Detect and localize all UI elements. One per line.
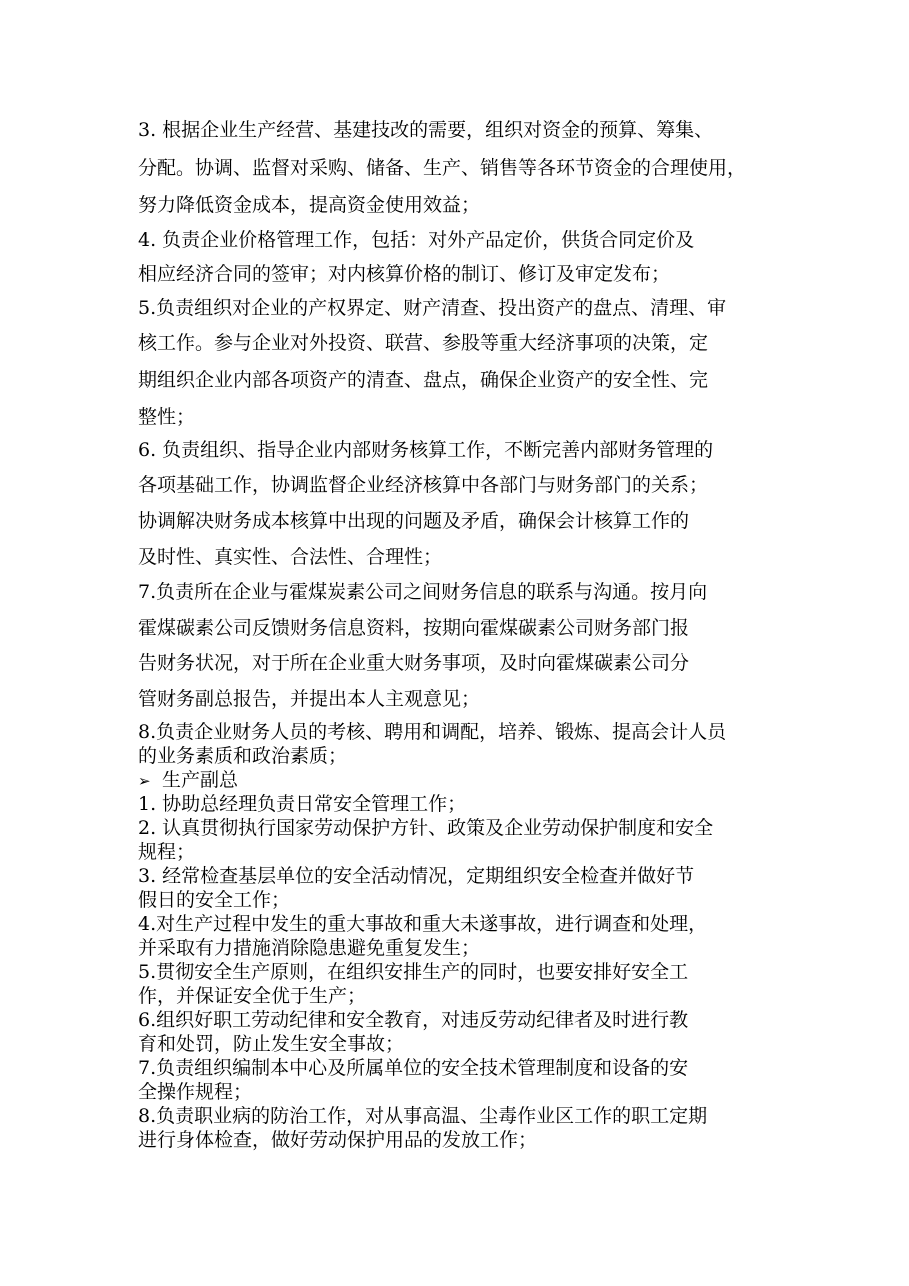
- text-line: 管财务副总报告，并提出本人主观意见；: [138, 688, 481, 710]
- text-line: 的业务素质和政治素质；: [138, 745, 348, 767]
- text-line: 7.负责组织编制本中心及所属单位的安全技术管理制度和设备的安: [138, 1057, 689, 1079]
- text-line: 努力降低资金成本，提高资金使用效益；: [138, 194, 481, 216]
- text-line: 核工作。参与企业对外投资、联营、参股等重大经济事项的决策，定: [138, 332, 709, 354]
- text-line: 5.贯彻安全生产原则，在组织安排生产的同时，也要安排好安全工: [138, 961, 689, 983]
- text-line: 期组织企业内部各项资产的清查、盘点，确保企业资产的安全性、完: [138, 369, 709, 391]
- text-line: 8.负责企业财务人员的考核、聘用和调配，培养、锻炼、提高会计人员: [138, 721, 727, 743]
- text-line: 相应经济合同的签审；对内核算价格的制订、修订及审定发布；: [138, 263, 671, 285]
- text-line: 4. 负责企业价格管理工作，包括：对外产品定价，供货合同定价及: [138, 229, 695, 251]
- text-line: 3. 根据企业生产经营、基建技改的需要，组织对资金的预算、筹集、: [138, 119, 714, 141]
- text-line: 各项基础工作，协调监督企业经济核算中各部门与财务部门的关系；: [138, 474, 709, 496]
- arrow-bullet-icon: ➢: [138, 772, 151, 790]
- text-line: 全操作规程；: [138, 1081, 253, 1103]
- text-line: 8.负责职业病的防治工作，对从事高温、尘毒作业区工作的职工定期: [138, 1105, 708, 1127]
- text-line: 并采取有力措施消除隐患避免重复发生；: [138, 937, 481, 959]
- text-line: 分配。协调、监督对采购、储备、生产、销售等各环节资金的合理使用，: [138, 157, 747, 179]
- text-line: 整性；: [138, 406, 196, 428]
- text-line: 6.组织好职工劳动纪律和安全教育，对违反劳动纪律者及时进行教: [138, 1009, 689, 1031]
- text-line: 1. 协助总经理负责日常安全管理工作；: [138, 793, 467, 815]
- text-line: 4.对生产过程中发生的重大事故和重大未遂事故，进行调查和处理，: [138, 913, 708, 935]
- section-heading-label: 生产副总: [162, 769, 239, 791]
- section-heading: [138, 768, 788, 793]
- text-line: 5.负责组织对企业的产权界定、财产清查、投出资产的盘点、清理、审: [138, 297, 727, 319]
- text-line: 霍煤碳素公司反馈财务信息资料，按期向霍煤碳素公司财务部门报: [138, 617, 690, 639]
- text-line: 规程；: [138, 841, 196, 863]
- text-line: 育和处罚，防止发生安全事故；: [138, 1033, 405, 1055]
- text-line: 进行身体检查，做好劳动保护用品的发放工作；: [138, 1129, 538, 1151]
- text-line: 6. 负责组织、指导企业内部财务核算工作，不断完善内部财务管理的: [138, 439, 714, 461]
- text-line: 告财务状况，对于所在企业重大财务事项，及时向霍煤碳素公司分: [138, 652, 690, 674]
- text-line: 假日的安全工作；: [138, 889, 291, 911]
- text-line: 7.负责所在企业与霍煤炭素公司之间财务信息的联系与沟通。按月向: [138, 581, 708, 603]
- text-line: 协调解决财务成本核算中出现的问题及矛盾，确保会计核算工作的: [138, 510, 690, 532]
- text-line: 3. 经常检查基层单位的安全活动情况，定期组织安全检查并做好节: [138, 865, 695, 887]
- text-line: 作，并保证安全优于生产；: [138, 985, 367, 1007]
- text-line: 及时性、真实性、合法性、合理性；: [138, 546, 443, 568]
- text-line: 2. 认真贯彻执行国家劳动保护方针、政策及企业劳动保护制度和安全: [138, 817, 714, 839]
